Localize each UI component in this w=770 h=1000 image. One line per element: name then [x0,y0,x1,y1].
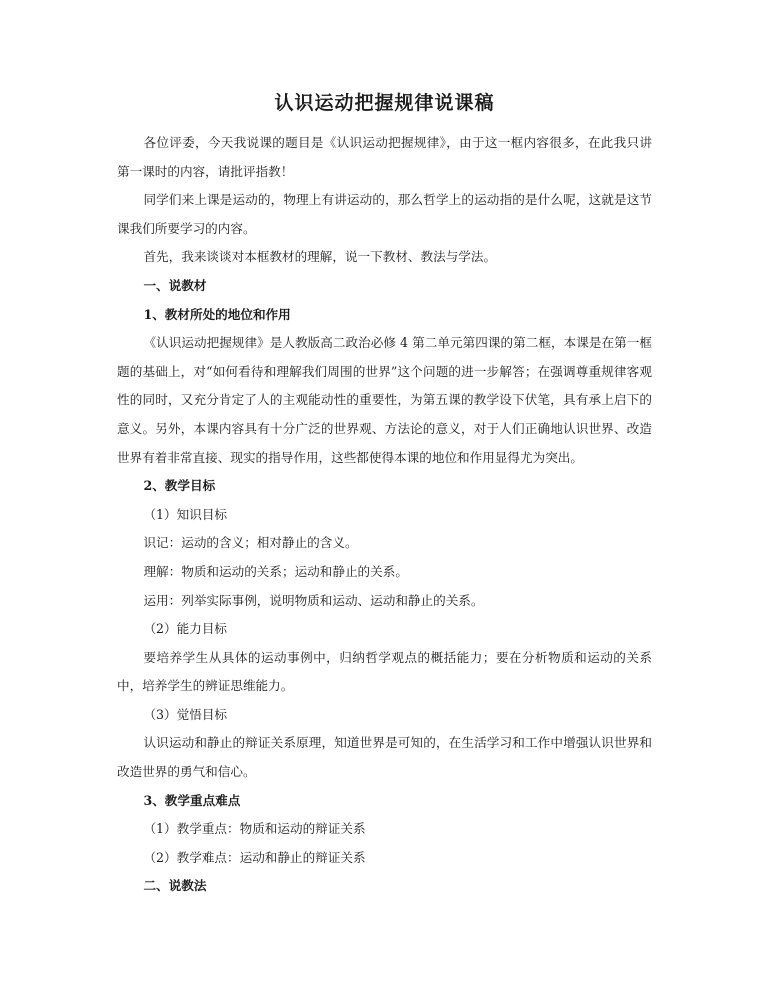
subitem-heading: （1）教学重点：物质和运动的辩证关系 [143,821,366,837]
section-heading: 二、说教法 [143,878,207,894]
paragraph: 各位评委，今天我说课的题目是《认识运动把握规律》，由于这一框内容很多，在此我只讲第一课时的内容，请批评指教！ [117,135,652,179]
document-body [117,88,652,901]
paragraph: 《认识运动把握规律》是人教版高二政治必修 4 第二单元第四课的第二框，本课是在第一框题的基础上，对“如何看待和理解我们周围的世界”这个问题的进一步解答；在强调尊重规律客观性的同时，又充分肯定了人的主观能动性的重要性，为第五课的教学设下伏笔，具有承上启下的意义。另外，本课内容具有十分广泛的世界观、方法论的意义，对于人们正确地认识世界、改造世界有着非常直接、现实的指导作用，这些都使得本课的地位和作用显得尤为突出。 [117,335,652,465]
paragraph: 认识运动和静止的辩证关系原理，知道世界是可知的，在生活学习和工作中增强认识世界和改造世界的勇气和信心。 [117,735,652,780]
paragraph: 理解：物质和运动的关系；运动和静止的关系。 [143,563,408,579]
paragraph: 同学们来上课是运动的，物理上有讲运动的，那么哲学上的运动指的是什么呢，这就是这节课我们所要学习的内容。 [117,192,652,236]
subsection-heading: 1、教材所处的地位和作用 [143,306,291,322]
paragraph: 首先，我来谈谈对本框教材的理解，说一下教材、教法与学法。 [143,249,497,265]
document-title: 认识运动把握规律说课稿 [274,92,495,114]
subitem-heading: （1）知识目标 [143,506,228,522]
paragraph: 识记：运动的含义；相对静止的含义。 [143,535,358,551]
subitem-heading: （2）能力目标 [143,621,228,637]
subitem-heading: （2）教学难点：运动和静止的辩证关系 [143,849,366,865]
subsection-heading: 2、教学目标 [143,478,216,494]
subsection-heading: 3、教学重点难点 [143,792,241,808]
paragraph: 运用：列举实际事例，说明物质和运动、运动和静止的关系。 [143,592,484,608]
paragraph: 要培养学生从具体的运动事例中，归纳哲学观点的概括能力；要在分析物质和运动的关系中，培养学生的辨证思维能力。 [117,649,652,694]
section-heading: 一、说教材 [143,277,207,293]
subitem-heading: （3）觉悟目标 [143,706,228,722]
